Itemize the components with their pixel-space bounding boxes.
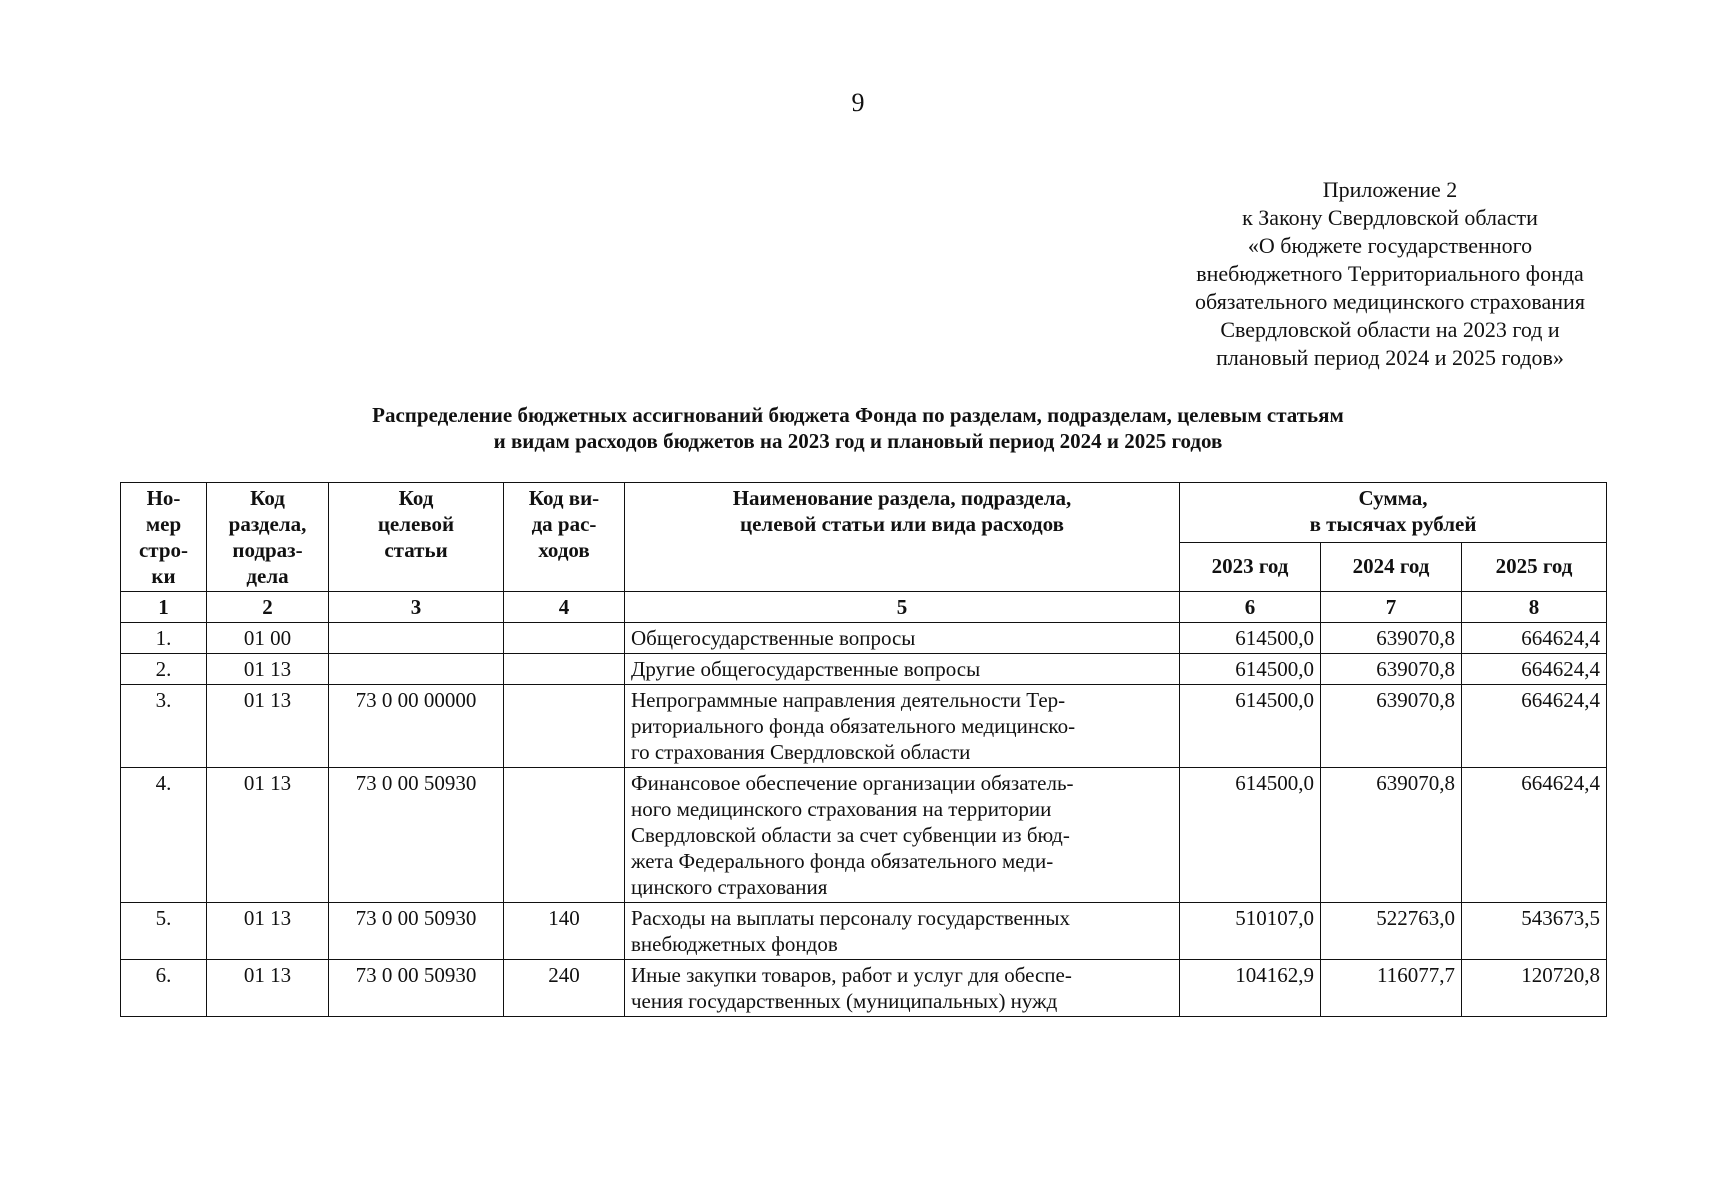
section-code: 01 13 — [207, 960, 329, 1017]
header-text: раздела, — [228, 512, 307, 536]
table-row — [121, 768, 1607, 903]
target-code: 73 0 00 00000 — [329, 685, 504, 768]
amount-2024: 639070,8 — [1321, 654, 1462, 685]
target-code: 73 0 00 50930 — [329, 903, 504, 960]
amount-2025: 664624,4 — [1462, 768, 1607, 903]
table-header — [121, 483, 1607, 623]
appendix-line: внебюджетного Территориального фонда — [1196, 261, 1584, 286]
target-code — [329, 623, 504, 654]
title-line-1: Распределение бюджетных ассигнований бюджета Фонда по разделам, подразделам, целевым статьям — [372, 403, 1344, 427]
expense-code: 240 — [504, 960, 625, 1017]
item-name-line: Непрограммные направления деятельности Тер- — [631, 688, 1066, 712]
row-number: 2. — [121, 654, 207, 685]
header-text: Код ви- — [528, 486, 600, 510]
column-number: 2 — [207, 592, 329, 623]
amount-2023: 614500,0 — [1180, 654, 1321, 685]
amount-2025: 664624,4 — [1462, 685, 1607, 768]
title-line-2: и видам расходов бюджетов на 2023 год и плановый период 2024 и 2025 годов — [493, 429, 1223, 453]
item-name-line: го страхования Свердловской области — [631, 740, 971, 764]
header-text: Наименование раздела, подраздела, — [732, 486, 1072, 510]
header-text: да рас- — [531, 512, 597, 536]
appendix-header — [1150, 176, 1630, 372]
header-expense-code — [504, 483, 625, 592]
expense-code — [504, 654, 625, 685]
item-name — [625, 768, 1180, 903]
column-number: 8 — [1462, 592, 1607, 623]
appendix-line: «О бюджете государственного — [1247, 233, 1533, 258]
item-name-line: Общегосударственные вопросы — [631, 626, 916, 650]
section-code: 01 13 — [207, 654, 329, 685]
amount-2023: 510107,0 — [1180, 903, 1321, 960]
header-text: дела — [246, 564, 289, 588]
header-text: статьи — [384, 538, 448, 562]
document-title — [0, 402, 1716, 454]
item-name — [625, 903, 1180, 960]
row-number: 5. — [121, 903, 207, 960]
table-row — [121, 685, 1607, 768]
item-name — [625, 623, 1180, 654]
header-year-2023: 2023 год — [1180, 542, 1321, 591]
target-code: 73 0 00 50930 — [329, 960, 504, 1017]
amount-2023: 614500,0 — [1180, 623, 1321, 654]
item-name-line: риториального фонда обязательного медицинско- — [631, 714, 1076, 738]
item-name-line: Свердловской области за счет субвенции из бюд- — [631, 823, 1070, 847]
row-number: 4. — [121, 768, 207, 903]
table-body — [121, 623, 1607, 1017]
item-name — [625, 685, 1180, 768]
amount-2024: 639070,8 — [1321, 623, 1462, 654]
amount-2023: 104162,9 — [1180, 960, 1321, 1017]
item-name-line: Иные закупки товаров, работ и услуг для обеспе- — [631, 963, 1072, 987]
amount-2024: 639070,8 — [1321, 685, 1462, 768]
item-name-line: цинского страхования — [631, 875, 828, 899]
item-name-line: чения государственных (муниципальных) нужд — [631, 989, 1058, 1013]
table-row — [121, 654, 1607, 685]
appendix-line: Свердловской области на 2023 год и — [1220, 317, 1560, 342]
header-text: Код — [398, 486, 434, 510]
header-text: ки — [151, 564, 176, 588]
column-number: 5 — [625, 592, 1180, 623]
item-name-line: жета Федерального фонда обязательного меди- — [631, 849, 1054, 873]
amount-2023: 614500,0 — [1180, 685, 1321, 768]
header-year-2025: 2025 год — [1462, 542, 1607, 591]
column-number: 3 — [329, 592, 504, 623]
item-name — [625, 960, 1180, 1017]
header-text: в тысячах рублей — [1309, 512, 1477, 536]
item-name-line: внебюджетных фондов — [631, 932, 838, 956]
column-number: 6 — [1180, 592, 1321, 623]
target-code: 73 0 00 50930 — [329, 768, 504, 903]
column-number: 4 — [504, 592, 625, 623]
item-name-line: Другие общегосударственные вопросы — [631, 657, 981, 681]
expense-code: 140 — [504, 903, 625, 960]
item-name-line: ного медицинского страхования на территории — [631, 797, 1052, 821]
amount-2025: 664624,4 — [1462, 654, 1607, 685]
amount-2025: 664624,4 — [1462, 623, 1607, 654]
header-text: Код — [250, 486, 285, 510]
item-name-line: Финансовое обеспечение организации обязатель- — [631, 771, 1074, 795]
page-number: 9 — [851, 88, 865, 117]
amount-2024: 522763,0 — [1321, 903, 1462, 960]
header-text: целевой статьи или вида расходов — [740, 512, 1064, 536]
header-text: мер — [145, 512, 182, 536]
amount-2024: 639070,8 — [1321, 768, 1462, 903]
row-number: 1. — [121, 623, 207, 654]
budget-table — [120, 482, 1607, 1017]
expense-code — [504, 768, 625, 903]
section-code: 01 00 — [207, 623, 329, 654]
table-row — [121, 623, 1607, 654]
table-row — [121, 960, 1607, 1017]
header-text: подраз- — [232, 538, 303, 562]
row-number: 3. — [121, 685, 207, 768]
item-name — [625, 654, 1180, 685]
header-row-number — [121, 483, 207, 592]
appendix-line: Приложение 2 — [1322, 177, 1458, 202]
header-year-2024: 2024 год — [1321, 542, 1462, 591]
header-text: ходов — [538, 538, 590, 562]
section-code: 01 13 — [207, 685, 329, 768]
header-text: целевой — [377, 512, 455, 536]
table-row — [121, 903, 1607, 960]
appendix-line: обязательного медицинского страхования — [1195, 289, 1585, 314]
column-number-row — [121, 592, 1607, 623]
column-number: 7 — [1321, 592, 1462, 623]
appendix-line: плановый период 2024 и 2025 годов» — [1216, 345, 1564, 370]
amount-2023: 614500,0 — [1180, 768, 1321, 903]
header-sum — [1180, 483, 1607, 543]
target-code — [329, 654, 504, 685]
expense-code — [504, 623, 625, 654]
header-target-code — [329, 483, 504, 592]
column-number: 1 — [121, 592, 207, 623]
section-code: 01 13 — [207, 768, 329, 903]
amount-2025: 543673,5 — [1462, 903, 1607, 960]
header-text: Сумма, — [1358, 486, 1428, 510]
header-section-code — [207, 483, 329, 592]
amount-2024: 116077,7 — [1321, 960, 1462, 1017]
header-text: Но- — [146, 486, 181, 510]
item-name-line: Расходы на выплаты персоналу государственных — [631, 906, 1070, 930]
amount-2025: 120720,8 — [1462, 960, 1607, 1017]
row-number: 6. — [121, 960, 207, 1017]
header-text: стро- — [138, 538, 189, 562]
section-code: 01 13 — [207, 903, 329, 960]
appendix-line: к Закону Свердловской области — [1242, 205, 1538, 230]
expense-code — [504, 685, 625, 768]
header-name — [625, 483, 1180, 592]
